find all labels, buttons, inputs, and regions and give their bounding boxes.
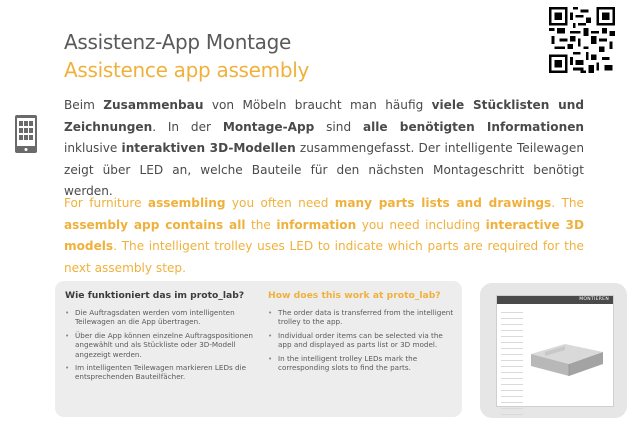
app-screen (496, 295, 614, 407)
info-heading-german: Wie funktioniert das im proto_lab? (65, 290, 245, 301)
3d-model-view (525, 326, 609, 386)
info-list-english (268, 308, 458, 372)
tablet-icon (14, 114, 38, 154)
title-english: Assistence app assembly (64, 58, 310, 82)
list-item: • The order data is transferred from the intelligent trolley to the app. (268, 308, 458, 327)
qr-code-icon (549, 7, 615, 73)
app-parts-list (501, 308, 523, 402)
list-item: • Individual order items can be selected via the app and displayed as parts list or 3D model. (268, 331, 458, 350)
list-item: • Die Auftragsdaten werden vom intelligenten Teilewagen an die App übertragen. (65, 308, 255, 327)
info-column-english (268, 290, 458, 376)
app-screen-title: MONTIEREN (579, 297, 609, 302)
info-heading-english: How does this work at proto_lab? (268, 290, 441, 301)
list-item: • In the intelligent trolley LEDs mark the corresponding slots to find the parts. (268, 354, 458, 373)
description-german: Beim Zusammenbau von Möbeln braucht man häufig viele Stücklisten und Zeichnungen. In der Montage-App sind alle benötigten Informationen inklusive interaktiven 3D-Modellen zusammengefasst. Der intelligente Teilewagen zeigt über LED an, welche Bauteile für den nächsten Montageschritt benötigt werden. (64, 98, 585, 198)
info-list-german (65, 308, 255, 382)
title-german: Assistenz-App Montage (64, 30, 291, 54)
description-english: For furniture assembling you often need many parts lists and drawings. The assembly app contains all the information you need including interactive 3D models. The intelligent trolley uses LED to indicate which parts are required for the next assembly step. (64, 196, 584, 275)
list-item: • Über die App können einzelne Auftragspositionen angewählt und als Stückliste oder 3D-Modell angezeigt werden. (65, 331, 255, 359)
info-box (55, 281, 462, 417)
list-item: • Im intelligenten Teilewagen markieren LEDs die entsprechenden Bauteilfächer. (65, 363, 255, 382)
info-column-german (65, 290, 255, 386)
tablet-preview (480, 283, 627, 418)
app-header-bar (497, 296, 613, 304)
